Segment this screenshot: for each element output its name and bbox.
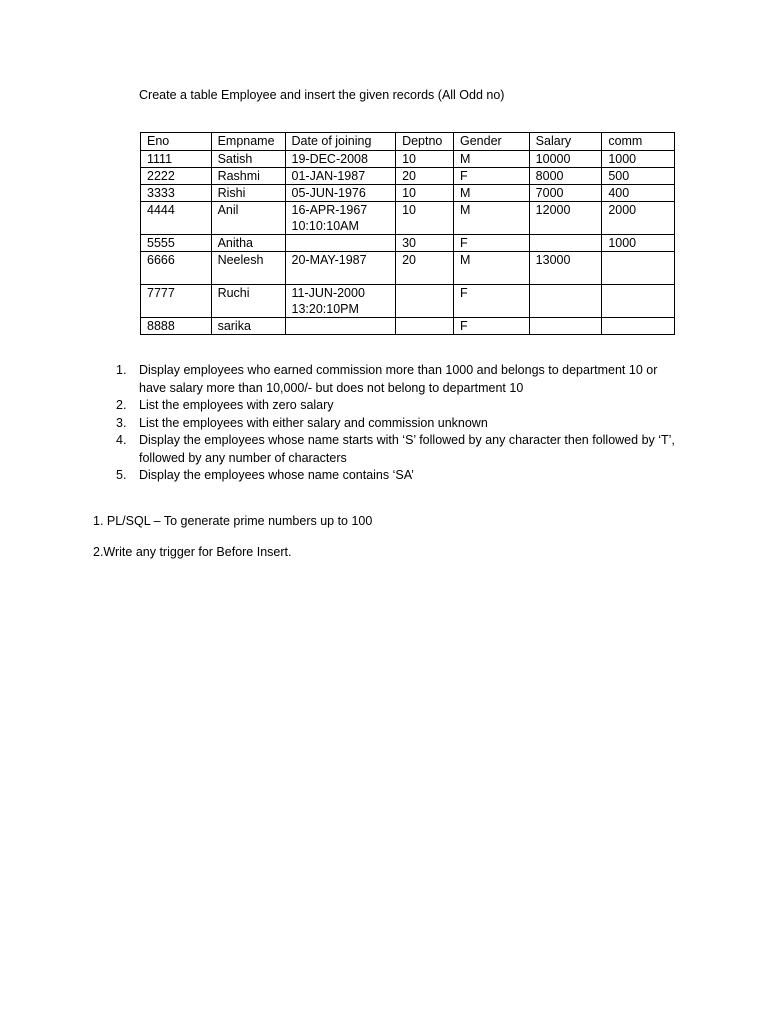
cell-salary: 13000 <box>529 252 602 285</box>
cell-comm <box>602 318 675 335</box>
cell-eno: 2222 <box>141 168 212 185</box>
question-number: 4. <box>116 433 127 447</box>
cell-empname: sarika <box>211 318 285 335</box>
cell-salary: 8000 <box>529 168 602 185</box>
question-number: 5. <box>116 468 127 482</box>
cell-deptno: 10 <box>396 185 454 202</box>
cell-date-of-joining: 19-DEC-2008 <box>285 151 396 168</box>
cell-empname: Ruchi <box>211 285 285 318</box>
question-text: List the employees with zero salary <box>139 398 334 412</box>
cell-comm: 500 <box>602 168 675 185</box>
header-deptno: Deptno <box>396 133 454 151</box>
cell-eno: 1111 <box>141 151 212 168</box>
cell-comm: 1000 <box>602 235 675 252</box>
cell-gender: F <box>453 285 529 318</box>
table-row <box>141 285 675 318</box>
cell-salary: 10000 <box>529 151 602 168</box>
table-row <box>141 252 675 285</box>
question-item <box>116 432 679 467</box>
question-number: 3. <box>116 415 127 430</box>
table-row <box>141 235 675 252</box>
cell-date-of-joining: 20-MAY-1987 <box>285 252 396 285</box>
cell-gender: F <box>453 168 529 185</box>
question-text: Display employees who earned commission more than 1000 and belongs to department 10 or have salary more than 10,000/- but does not belong to department 10 <box>139 363 658 395</box>
question-item <box>116 467 679 485</box>
cell-gender: F <box>453 235 529 252</box>
cell-eno: 4444 <box>141 202 212 235</box>
cell-deptno <box>396 285 454 318</box>
cell-deptno: 30 <box>396 235 454 252</box>
question-number: 1. <box>116 363 127 377</box>
question-item <box>116 415 679 433</box>
cell-salary: 12000 <box>529 202 602 235</box>
cell-date-of-joining: 05-JUN-1976 <box>285 185 396 202</box>
task-plsql-primes: 1. PL/SQL – To generate prime numbers up to 100 <box>93 514 373 528</box>
cell-gender: M <box>453 252 529 285</box>
cell-eno: 7777 <box>141 285 212 318</box>
cell-deptno: 10 <box>396 151 454 168</box>
cell-comm: 1000 <box>602 151 675 168</box>
header-salary: Salary <box>529 133 602 151</box>
table-row <box>141 168 675 185</box>
cell-eno: 6666 <box>141 252 212 285</box>
cell-eno: 8888 <box>141 318 212 335</box>
cell-salary <box>529 285 602 318</box>
cell-comm <box>602 252 675 285</box>
cell-empname: Rishi <box>211 185 285 202</box>
cell-gender: M <box>453 151 529 168</box>
cell-date-of-joining <box>285 235 396 252</box>
cell-salary: 7000 <box>529 185 602 202</box>
cell-empname: Neelesh <box>211 252 285 285</box>
cell-comm: 400 <box>602 185 675 202</box>
table-row <box>141 202 675 235</box>
table-header-row <box>141 133 675 151</box>
header-date-of-joining: Date of joining <box>285 133 396 151</box>
cell-comm: 2000 <box>602 202 675 235</box>
question-text: Display the employees whose name starts with ‘S’ followed by any character then followed by ‘T’, followed by any number of characters <box>139 433 675 465</box>
cell-eno: 3333 <box>141 185 212 202</box>
cell-comm <box>602 285 675 318</box>
cell-gender: F <box>453 318 529 335</box>
table-row <box>141 318 675 335</box>
question-number: 2. <box>116 398 127 412</box>
cell-empname: Satish <box>211 151 285 168</box>
question-item <box>116 362 679 397</box>
table-row <box>141 151 675 168</box>
cell-date-of-joining <box>285 318 396 335</box>
cell-empname: Rashmi <box>211 168 285 185</box>
question-text: List the employees with either salary and commission unknown <box>139 415 488 430</box>
cell-date-of-joining: 16-APR-1967 10:10:10AM <box>285 202 396 235</box>
header-comm: comm <box>602 133 675 151</box>
cell-gender: M <box>453 202 529 235</box>
question-list <box>116 362 679 485</box>
cell-date-of-joining: 01-JAN-1987 <box>285 168 396 185</box>
header-gender: Gender <box>453 133 529 151</box>
page-title: Create a table Employee and insert the given records (All Odd no) <box>139 88 505 102</box>
cell-empname: Anitha <box>211 235 285 252</box>
table-row <box>141 185 675 202</box>
header-empname: Empname <box>211 133 285 151</box>
question-text: Display the employees whose name contains ‘SA’ <box>139 468 414 482</box>
cell-date-of-joining: 11-JUN-2000 13:20:10PM <box>285 285 396 318</box>
header-eno: Eno <box>141 133 212 151</box>
task-trigger-before-insert: 2.Write any trigger for Before Insert. <box>93 545 292 559</box>
question-item <box>116 397 679 415</box>
cell-eno: 5555 <box>141 235 212 252</box>
cell-deptno: 10 <box>396 202 454 235</box>
cell-deptno <box>396 318 454 335</box>
cell-gender: M <box>453 185 529 202</box>
cell-salary <box>529 318 602 335</box>
cell-empname: Anil <box>211 202 285 235</box>
employee-table <box>140 132 675 335</box>
cell-deptno: 20 <box>396 252 454 285</box>
cell-salary <box>529 235 602 252</box>
cell-deptno: 20 <box>396 168 454 185</box>
